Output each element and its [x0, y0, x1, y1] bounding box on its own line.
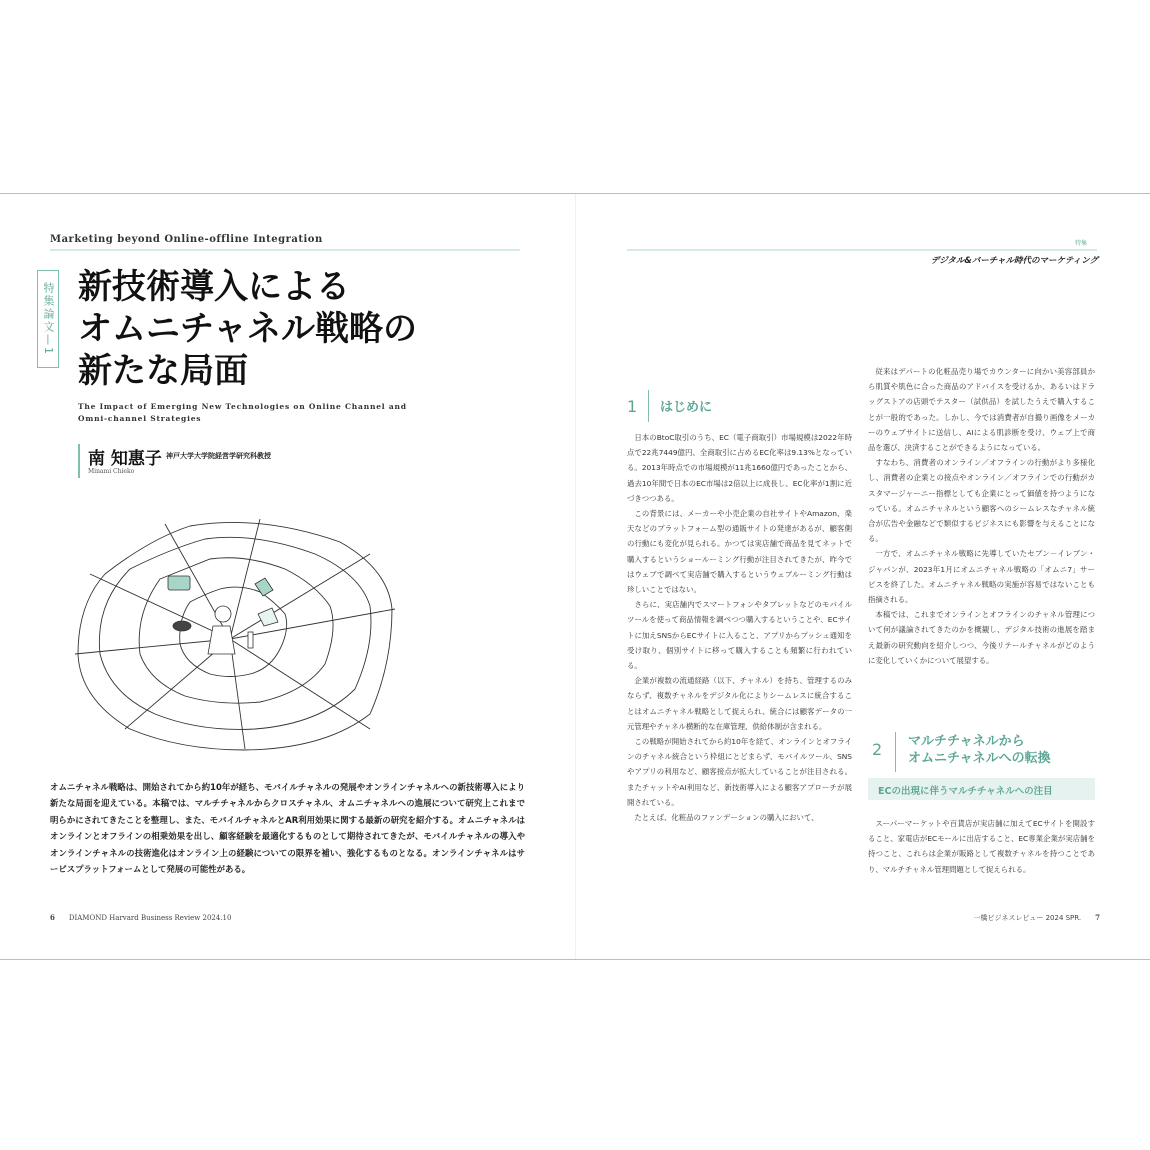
- title-line: 新技術導入による: [78, 267, 350, 307]
- section-title: はじめに: [660, 400, 713, 415]
- page-number: 6: [50, 913, 55, 922]
- header-rule-left: [50, 249, 520, 251]
- paragraph: 一方で、オムニチャネル戦略に先導していたセブン－イレブン・ジャパンが、2023年1月にオムニチャネル戦略の「オムニ7」サービスを終了した。オムニチャネル戦略の実施が容易ではないことも指摘される。: [868, 549, 1095, 605]
- subtitle-en: The Impact of Emerging New Technologies on Online Channel and Omni-channel Strategies: [78, 402, 407, 423]
- abstract: オムニチャネル戦略は、開始されてから約10年が経ち、モバイルチャネルの発展やオンラインチャネルへの新技術導入により新たな局面を迎えている。本稿では、マルチチャネルからクロスチャネル、オムニチャネルへの進展について研究上これまで明らかにされてきたことを整理し、また、モバイルチャネルとAR利用効果に関する最新の研究を紹介する。オムニチャネルはオンラインとオフラインの相乗効果を出し、顧客経験を最適化するものとして期待されてきたが、モバイルチャネルの導入やオンラインチャネルの技術進化はオンライン上の経験についての限界を補い、強化するものとなる。オンラインチャネルはサービスプラットフォームとして発展の可能性がある。: [50, 782, 525, 875]
- section-title-line: マルチチャネルから: [908, 734, 1025, 749]
- body-column-2-continued: [868, 816, 1095, 877]
- body-column-2: [868, 364, 1095, 668]
- author-accent-bar: [78, 444, 80, 478]
- article-title: [78, 266, 417, 392]
- feature-tag: 特集: [1075, 240, 1088, 247]
- section-bar: [895, 732, 896, 772]
- title-line: オムニチャネル戦略の: [78, 309, 417, 349]
- paragraph: 日本のBtoC取引のうち、EC（電子商取引）市場規模は2022年時点で22兆7449億円、全商取引に占めるEC化率は9.13%となっている。2013年時点での市場規模が11兆1660億円であったことから、過去10年間で日本のEC市場は2倍以上に成長し、EC化率が1割に近づきつつある。: [627, 433, 852, 503]
- section-number: 2: [872, 740, 883, 759]
- folio-left: [50, 913, 231, 922]
- subsection-title: ECの出現に伴うマルチチャネルへの注目: [878, 786, 1053, 797]
- feature-label: 特集論文—1: [37, 270, 59, 368]
- paragraph: この背景には、メーカーや小売企業の自社サイトやAmazon、楽天などのプラットフォーム型の通販サイトの発達があるが、顧客側の行動にも変化が見られる。かつては実店舗で商品を見てネットで購入するというショールーミング行動が注目されてきたが、昨今ではウェブで調べて実店舗で購入するというウェブルーミング行動は珍しいことではない。: [627, 509, 852, 595]
- publication-name: DIAMOND Harvard Business Review 2024.10: [68, 914, 232, 922]
- paragraph: さらに、実店舗内でスマートフォンやタブレットなどのモバイルツールを使って商品情報を調べつつ購入するということや、ECサイトに加えSNSからECサイトに入ること、アプリからプッシュ通知を受け取り、個別サイトに移って購入することも頻繁に行われている。: [627, 600, 852, 671]
- paragraph: 企業が複数の流通経路（以下、チャネル）を持ち、管理するのみならず、複数チャネルをデジタル化によりシームレスに統合することはオムニチャネル戦略として捉えられ、統合には顧客データの一元管理やチャネル横断的な在庫管理、供給体制が含まれる。: [627, 676, 852, 731]
- paragraph: この戦略が開始されてから約10年を経て、オンラインとオフラインのチャネル統合という枠組にとどまらず、モバイルツール、SNSやアプリの利用など、顧客接点が拡大していることが注目される。またチャットやAI利用など、新技術導入による顧客アプローチが展開されている。: [627, 737, 852, 807]
- author-name: 南 知惠子: [88, 449, 162, 469]
- running-head-jp: デジタル&バーチャル時代のマーケティング: [930, 256, 1098, 266]
- folio-right: [974, 913, 1100, 923]
- header-rule-right: [627, 249, 1097, 251]
- body-column-1: [627, 430, 852, 825]
- author-affiliation: 神戸大学大学院経営学研究科教授: [166, 452, 271, 460]
- running-head-en: Marketing beyond Online-offline Integration: [50, 234, 323, 245]
- title-line: 新たな局面: [78, 351, 248, 391]
- paragraph: スーパーマーケットや百貨店が実店舗に加えてECサイトを開設すること、家電店がECモールに出店すること、EC専業企業が実店舗を持つこと、これらは企業が販路として複数チャネルを持つことであり、マルチチャネル管理問題として捉えられる。: [868, 819, 1095, 874]
- publication-name: 一橋ビジネスレビュー 2024 SPR.: [973, 914, 1082, 922]
- spiderweb-illustration: [70, 514, 400, 754]
- section-title: [908, 733, 1051, 767]
- page-number: 7: [1095, 913, 1100, 922]
- paragraph: 従来はデパートの化粧品売り場でカウンターに向かい美容部員から肌質や肌色に合った商品のアドバイスを受けるか、あるいはドラッグストアの店頭でテスター（試供品）を試したうえで購入することが一般的であった。しかし、今では消費者が自撮り画像をメーカーのウェブサイトに送信し、AIによる肌診断を受け、ウェブ上で商品を選び、決済することができるようになっている。: [868, 367, 1095, 453]
- section-bar: [648, 390, 649, 422]
- section-number: 1: [627, 397, 638, 416]
- paragraph: 本稿では、これまでオンラインとオフラインのチャネル管理について何が議論されてきたのかを概観し、デジタル技術の進展を踏まえ最新の研究動向を紹介しつつ、今後リテールチャネルがどのように変化していくかについて展望する。: [868, 610, 1095, 665]
- paragraph: たとえば、化粧品のファンデーションの購入において、: [634, 813, 819, 823]
- paragraph: すなわち、消費者のオンライン／オフラインの行動がより多様化し、消費者の企業との接点やオンライン／オフラインでの行動がカスタマージャーニー指標としても企業にとって価値を持つようになっている。オムニチャネルという顧客へのシームレスなチャネル統合が広告や金融などで類似するビジネスにも影響を与えることになる。: [868, 458, 1095, 544]
- page-gutter: [575, 194, 576, 959]
- section-title-line: オムニチャネルへの転換: [908, 751, 1051, 766]
- author-romaji: Minami Chieko: [88, 468, 135, 475]
- magazine-spread: [0, 193, 1150, 960]
